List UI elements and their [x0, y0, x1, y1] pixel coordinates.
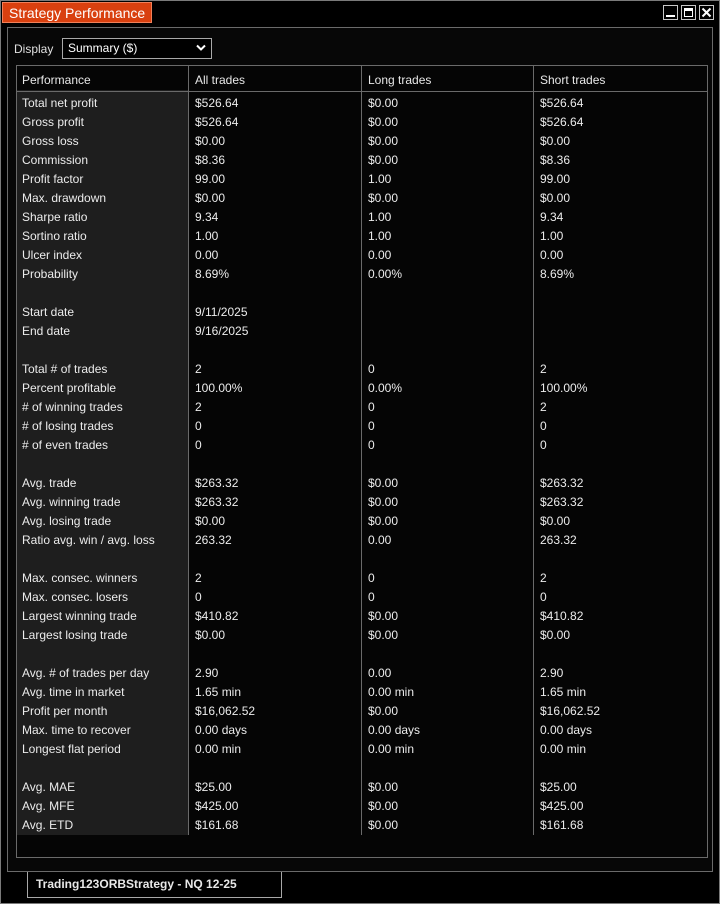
metric-value: $0.00 [540, 191, 571, 205]
metric-value: 0 [368, 419, 375, 433]
metric-value: $425.00 [195, 799, 239, 813]
metric-value: $263.32 [540, 476, 584, 490]
metric-value: 2 [540, 400, 547, 414]
metric-value: 263.32 [195, 533, 232, 547]
table-row [17, 664, 707, 683]
table-row [17, 208, 707, 227]
metric-label: Sortino ratio [22, 229, 87, 243]
metric-value: 8.69% [540, 267, 575, 281]
metric-value: 0.00 min [368, 742, 415, 756]
metric-value: $8.36 [195, 153, 226, 167]
window-title: Strategy Performance [2, 2, 152, 23]
metric-value: $161.68 [540, 818, 584, 832]
metric-value: 0 [368, 590, 375, 604]
table-row [17, 474, 707, 493]
metric-value: 0 [368, 362, 375, 376]
table-row [17, 189, 707, 208]
metric-value: 1.00 [195, 229, 219, 243]
table-row [17, 683, 707, 702]
close-icon[interactable] [699, 5, 714, 20]
metric-label: # of even trades [22, 438, 109, 452]
metric-label: Gross profit [22, 115, 85, 129]
metric-value: 0.00 [368, 666, 392, 680]
metric-value: $425.00 [540, 799, 584, 813]
metric-value: 0.00 [540, 248, 564, 262]
metric-value: 2 [195, 400, 202, 414]
metric-value: 2 [540, 571, 547, 585]
table-row [17, 721, 707, 740]
metric-value: $0.00 [368, 153, 399, 167]
table-row [17, 322, 707, 341]
metric-value: 8.69% [195, 267, 230, 281]
metric-value: $0.00 [368, 704, 399, 718]
minimize-icon[interactable] [663, 5, 678, 20]
metric-value: $0.00 [540, 134, 571, 148]
metric-label: Avg. winning trade [22, 495, 121, 509]
metric-value: $0.00 [368, 115, 399, 129]
metric-value: 1.65 min [540, 685, 587, 699]
table-row [17, 740, 707, 759]
metric-value: 0 [368, 438, 375, 452]
metric-label: Largest winning trade [22, 609, 137, 623]
spacer-row [17, 645, 707, 664]
metric-label: Max. drawdown [22, 191, 107, 205]
metric-value: 100.00% [540, 381, 588, 395]
metric-value: 1.00 [540, 229, 564, 243]
spacer-row [17, 284, 707, 303]
metric-value: $0.00 [368, 780, 399, 794]
metric-value: 1.00 [368, 229, 392, 243]
strategy-tab[interactable]: Trading123ORBStrategy - NQ 12-25 [27, 872, 282, 898]
metric-value: $0.00 [368, 495, 399, 509]
spacer-row [17, 341, 707, 360]
metric-label: Avg. time in market [22, 685, 125, 699]
table-row [17, 170, 707, 189]
display-label: Display [14, 42, 54, 56]
metric-label: Max. consec. losers [22, 590, 129, 604]
metric-label: Start date [22, 305, 75, 319]
table-row [17, 132, 707, 151]
metric-value: 9.34 [195, 210, 219, 224]
table-row [17, 626, 707, 645]
metric-value: 263.32 [540, 533, 577, 547]
table-row [17, 702, 707, 721]
metric-label: Total # of trades [22, 362, 108, 376]
display-select-value: Summary ($) [68, 41, 138, 55]
metric-value: $25.00 [195, 780, 232, 794]
table-row [17, 797, 707, 816]
metric-label: Gross loss [22, 134, 79, 148]
metric-value: 1.65 min [195, 685, 242, 699]
metric-value: $0.00 [368, 628, 399, 642]
metric-value: 0.00 days [195, 723, 248, 737]
maximize-icon[interactable] [681, 5, 696, 20]
metric-value: 100.00% [195, 381, 243, 395]
metric-label: Max. time to recover [22, 723, 131, 737]
metric-value: 0 [540, 438, 547, 452]
metric-value: 99.00 [195, 172, 226, 186]
metric-value: 0.00 min [195, 742, 242, 756]
metric-value: 1.00 [368, 172, 392, 186]
metric-label: Avg. # of trades per day [22, 666, 150, 680]
metric-value: $410.82 [540, 609, 584, 623]
table-row [17, 436, 707, 455]
header-long-trades[interactable]: Long trades [368, 73, 432, 87]
metric-label: Avg. ETD [22, 818, 74, 832]
table-row [17, 379, 707, 398]
performance-table [16, 65, 708, 858]
table-row [17, 94, 707, 113]
table-row [17, 246, 707, 265]
metric-label: Probability [22, 267, 79, 281]
metric-value: $161.68 [195, 818, 239, 832]
metric-value: $0.00 [368, 609, 399, 623]
table-row [17, 569, 707, 588]
metric-value: 9/16/2025 [195, 324, 249, 338]
table-row [17, 512, 707, 531]
spacer-row [17, 759, 707, 778]
metric-label: End date [22, 324, 71, 338]
metric-value: $0.00 [368, 818, 399, 832]
metric-value: 0 [540, 419, 547, 433]
metric-value: $0.00 [540, 628, 571, 642]
table-row [17, 531, 707, 550]
metric-value: 0.00 [368, 533, 392, 547]
metric-value: $0.00 [195, 628, 226, 642]
metric-value: $263.32 [540, 495, 584, 509]
metric-value: $0.00 [368, 191, 399, 205]
metric-value: 9/11/2025 [195, 305, 248, 319]
metric-value: $0.00 [195, 134, 226, 148]
metric-label: Max. consec. winners [22, 571, 138, 585]
metric-value: 0 [368, 571, 375, 585]
metric-value: 0 [368, 400, 375, 414]
metric-value: $263.32 [195, 476, 239, 490]
metric-value: 0.00% [368, 381, 403, 395]
metric-value: $0.00 [368, 96, 399, 110]
table-row [17, 778, 707, 797]
metric-value: 0 [195, 419, 202, 433]
metric-label: Profit factor [22, 172, 84, 186]
metric-value: $526.64 [195, 115, 239, 129]
header-all-trades[interactable]: All trades [195, 73, 246, 87]
metric-value: 2 [195, 362, 202, 376]
table-row [17, 227, 707, 246]
metric-value: $0.00 [368, 134, 399, 148]
metric-value: $0.00 [368, 799, 399, 813]
table-row [17, 151, 707, 170]
display-select[interactable] [62, 38, 212, 59]
metric-value: $0.00 [540, 514, 571, 528]
table-row [17, 398, 707, 417]
metric-label: Longest flat period [22, 742, 121, 756]
metric-value: $526.64 [195, 96, 239, 110]
metric-value: $0.00 [368, 476, 399, 490]
table-row [17, 113, 707, 132]
table-header [17, 66, 707, 92]
metric-label: Commission [22, 153, 89, 167]
metric-value: 0.00% [368, 267, 403, 281]
metric-value: $16,062.52 [195, 704, 256, 718]
metric-label: Avg. MFE [22, 799, 75, 813]
metric-label: Profit per month [22, 704, 108, 718]
metric-value: $526.64 [540, 96, 584, 110]
spacer-row [17, 455, 707, 474]
metric-value: 0.00 [195, 248, 219, 262]
metric-label: Ratio avg. win / avg. loss [22, 533, 155, 547]
metric-value: 2 [195, 571, 202, 585]
metric-value: 2.90 [195, 666, 219, 680]
title-bar[interactable] [1, 1, 719, 23]
metric-value: 0.00 min [540, 742, 587, 756]
metric-value: 0.00 [368, 248, 392, 262]
metric-value: 1.00 [368, 210, 392, 224]
metric-label: Sharpe ratio [22, 210, 88, 224]
metric-value: $0.00 [195, 514, 226, 528]
metric-value: $526.64 [540, 115, 584, 129]
metric-value: 2 [540, 362, 547, 376]
metric-value: 0 [195, 438, 202, 452]
metric-label: Total net profit [22, 96, 98, 110]
table-row [17, 607, 707, 626]
metric-value: 2.90 [540, 666, 564, 680]
table-row [17, 493, 707, 512]
table-row [17, 265, 707, 284]
header-short-trades[interactable]: Short trades [540, 73, 606, 87]
spacer-row [17, 550, 707, 569]
metric-value: 0 [195, 590, 202, 604]
metric-value: $0.00 [195, 191, 226, 205]
table-row [17, 588, 707, 607]
metric-value: $410.82 [195, 609, 239, 623]
metric-label: # of losing trades [22, 419, 114, 433]
chevron-down-icon [196, 44, 206, 52]
metric-label: Ulcer index [22, 248, 83, 262]
table-row [17, 816, 707, 835]
metric-label: Avg. MAE [22, 780, 76, 794]
metric-value: 0.00 min [368, 685, 415, 699]
metric-value: 0.00 days [368, 723, 421, 737]
metric-label: # of winning trades [22, 400, 123, 414]
metric-label: Largest losing trade [22, 628, 128, 642]
metric-value: 0 [540, 590, 547, 604]
metric-value: 99.00 [540, 172, 571, 186]
metric-value: 0.00 days [540, 723, 593, 737]
metric-label: Percent profitable [22, 381, 117, 395]
metric-value: $0.00 [368, 514, 399, 528]
metric-label: Avg. losing trade [22, 514, 112, 528]
metric-value: $263.32 [195, 495, 239, 509]
table-row [17, 360, 707, 379]
table-row [17, 303, 707, 322]
table-row [17, 417, 707, 436]
metric-value: $16,062.52 [540, 704, 601, 718]
metric-value: $8.36 [540, 153, 571, 167]
metric-value: 9.34 [540, 210, 564, 224]
metric-value: $25.00 [540, 780, 577, 794]
header-performance[interactable]: Performance [22, 73, 91, 87]
metric-label: Avg. trade [22, 476, 77, 490]
